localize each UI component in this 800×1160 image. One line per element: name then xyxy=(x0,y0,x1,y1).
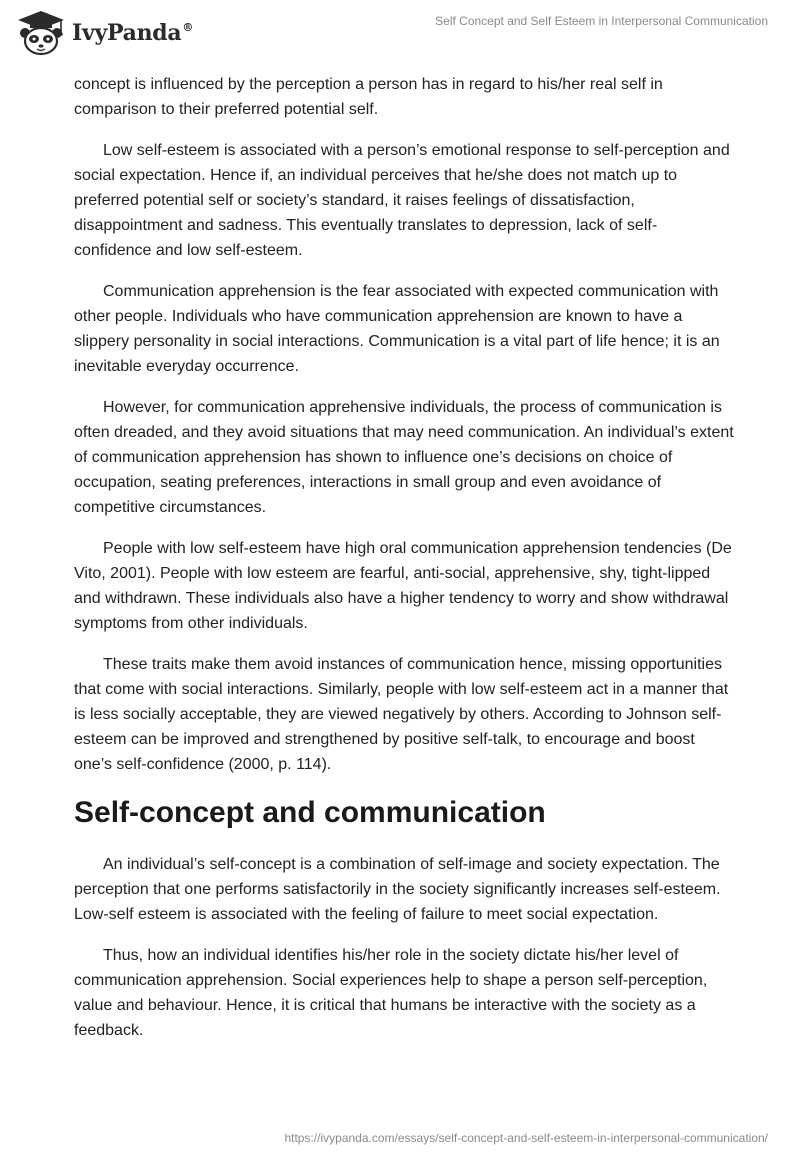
brand-name: IvyPanda® xyxy=(72,20,194,46)
paragraph: concept is influenced by the perception a person has in regard to his/her real self in comparison to their preferred potential self. xyxy=(74,76,663,118)
document-title: Self Concept and Self Esteem in Interpersonal Communication xyxy=(435,14,768,28)
paragraph: People with low self-esteem have high oral communication apprehension tendencies (De Vito, 2001). People with low esteem are fearful, anti-social, apprehensive, shy, tight-lipped and withdrawn. These individuals also have a higher tendency to worry and show withdrawal symptoms from other individuals. xyxy=(74,540,732,632)
paragraph: These traits make them avoid instances of communication hence, missing opportunities that come with social interactions. Similarly, people with low self-esteem act in a manner that is less socially acceptable, they are viewed negatively by others. According to Johnson self-esteem can be improved and strengthened by positive self-talk, to encourage and boost one’s self-confidence (2000, p. 114). xyxy=(74,656,729,773)
page-header xyxy=(0,0,800,70)
paragraph: Communication apprehension is the fear associated with expected communication with other people. Individuals who have communication apprehension are known to have a slippery personality in social interactions. Communication is a vital part of life hence; it is an inevitable everyday occurrence. xyxy=(74,283,720,375)
paragraph: An individual’s self-concept is a combination of self-image and society expectation. The perception that one performs satisfactorily in the society significantly increases self-esteem. Low-self esteem is associated with the feeling of failure to meet social expectation. xyxy=(74,856,721,923)
paragraph: However, for communication apprehensive individuals, the process of communication is often dreaded, and they avoid situations that may need communication. An individual’s extent of communication apprehension has shown to influence one’s decisions on choice of occupation, seating preferences, interactions in small group and even avoidance of competitive circumstances. xyxy=(74,399,734,516)
section-heading: Self-concept and communication xyxy=(74,796,546,829)
article-body xyxy=(74,72,734,1059)
brand-logo[interactable] xyxy=(14,9,193,57)
paragraph: Low self-esteem is associated with a person’s emotional response to self-perception and social expectation. Hence if, an individual perceives that he/she does not match up to preferred potential self or society’s standard, it raises feelings of dissatisfaction, disappointment and sadness. This eventually translates to depression, lack of self-confidence and low self-esteem. xyxy=(74,142,730,259)
panda-graduate-icon xyxy=(14,9,68,57)
paragraph: Thus, how an individual identifies his/her role in the society dictate his/her level of communication apprehension. Social experiences help to shape a person self-perception, value and behaviour. Hence, it is critical that humans be interactive with the society as a feedback. xyxy=(74,947,708,1039)
source-url[interactable]: https://ivypanda.com/essays/self-concept-and-self-esteem-in-interpersonal-communication/ xyxy=(284,1131,768,1145)
